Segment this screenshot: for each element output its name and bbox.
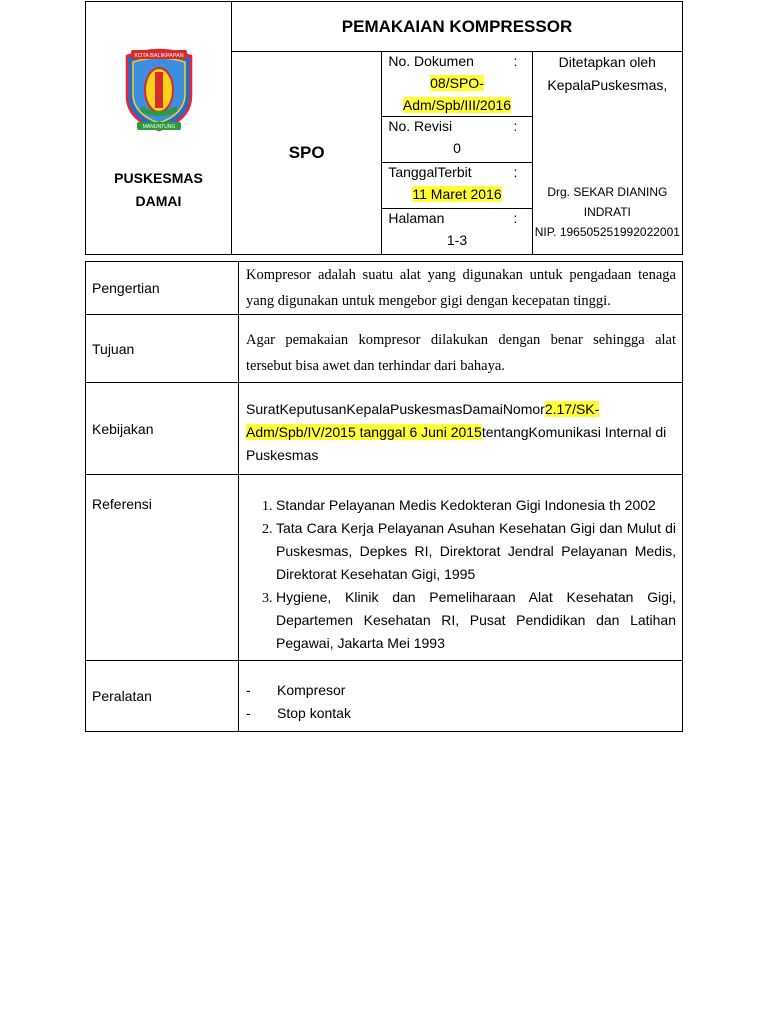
doc-number-label: No. Dokumen <box>388 53 474 69</box>
section-label-tujuan: Tujuan <box>86 315 239 383</box>
spo-header-table <box>85 1 683 255</box>
spo-content-table <box>85 261 683 732</box>
reference-item: 3. Hygiene, Klinik dan Pemeliharaan Alat Kesehatan Gigi, Departemen Kesehatan RI, Pusat Pendidikan dan Latihan Pegawai, Jakarta Mei 1993 <box>276 586 676 655</box>
issue-date-label: TanggalTerbit <box>388 164 472 180</box>
section-text-tujuan: Agar pemakaian kompresor dilakukan dengan benar sehingga alat tersebut bisa awet dan terhindar dari bahaya. <box>239 315 683 383</box>
city-emblem-logo <box>119 46 199 132</box>
section-text-pengertian: Kompresor adalah suatu alat yang digunakan untuk pengadaan tenaga yang digunakan untuk mengebor gigi dengan kecepatan tinggi. <box>239 262 683 315</box>
equipment-item: - Kompresor <box>246 682 346 698</box>
section-text-kebijakan <box>239 383 683 475</box>
approved-by-label: Ditetapkan oleh <box>558 54 656 70</box>
page-label: Halaman <box>388 210 445 226</box>
logo-bottom-text: MANUNTUNG <box>142 124 175 130</box>
logo-top-text: KOTA BALIKPAPAN <box>133 53 184 59</box>
revision-label: No. Revisi <box>388 118 453 134</box>
organization-cell <box>86 2 232 255</box>
revision-value: 0 <box>453 140 461 156</box>
org-name-line2: DAMAI <box>135 193 182 209</box>
reference-item: 2. Tata Cara Kerja Pelayanan Asuhan Kesehatan Gigi dan Mulut di Puskesmas, Depkes RI, Direktorat Jendral Pelayanan Medis, Direktorat Kesehatan Gigi, 1995 <box>276 517 676 586</box>
policy-decree-number: 2.17/SK-Adm/Spb/IV/2015 tanggal 6 Juni 2015 <box>246 401 600 440</box>
revision-cell: No. Revisi : 0 <box>382 117 532 163</box>
policy-subject: tentangKomunikasi Internal di Puskesmas <box>246 424 667 463</box>
issue-date-cell: TanggalTerbit : 11 Maret 2016 <box>382 163 532 209</box>
section-list-referensi <box>239 475 683 661</box>
reference-item: 1. Standar Pelayanan Medis Kedokteran Gigi Indonesia th 2002 <box>276 494 676 517</box>
signer-name: Drg. SEKAR DIANING INDRATI <box>547 185 668 219</box>
doc-number-value: 08/SPO-Adm/Spb/III/2016 <box>402 75 512 113</box>
section-label-peralatan: Peralatan <box>86 661 239 732</box>
section-label-kebijakan: Kebijakan <box>86 383 239 475</box>
section-label-pengertian: Pengertian <box>86 262 239 315</box>
equipment-item: - Stop kontak <box>246 705 351 721</box>
section-list-peralatan <box>239 661 683 732</box>
policy-text: SuratKeputusanKepalaPuskesmasDamaiNomor <box>246 401 545 417</box>
section-label-referensi: Referensi <box>86 475 239 661</box>
doc-number-cell: No. Dokumen : 08/SPO-Adm/Spb/III/2016 <box>382 52 532 117</box>
spo-label: SPO <box>232 52 382 255</box>
approval-cell <box>532 52 682 255</box>
page-cell: Halaman : 1-3 <box>382 209 532 255</box>
issue-date-value: 11 Maret 2016 <box>412 186 502 202</box>
page-value: 1-3 <box>446 232 468 248</box>
signer-nip: NIP. 196505251992022001 <box>534 225 680 239</box>
org-name-line1: PUSKESMAS <box>114 170 203 186</box>
document-title: PEMAKAIAN KOMPRESSOR <box>232 2 683 52</box>
approver-title: KepalaPuskesmas, <box>547 77 668 93</box>
